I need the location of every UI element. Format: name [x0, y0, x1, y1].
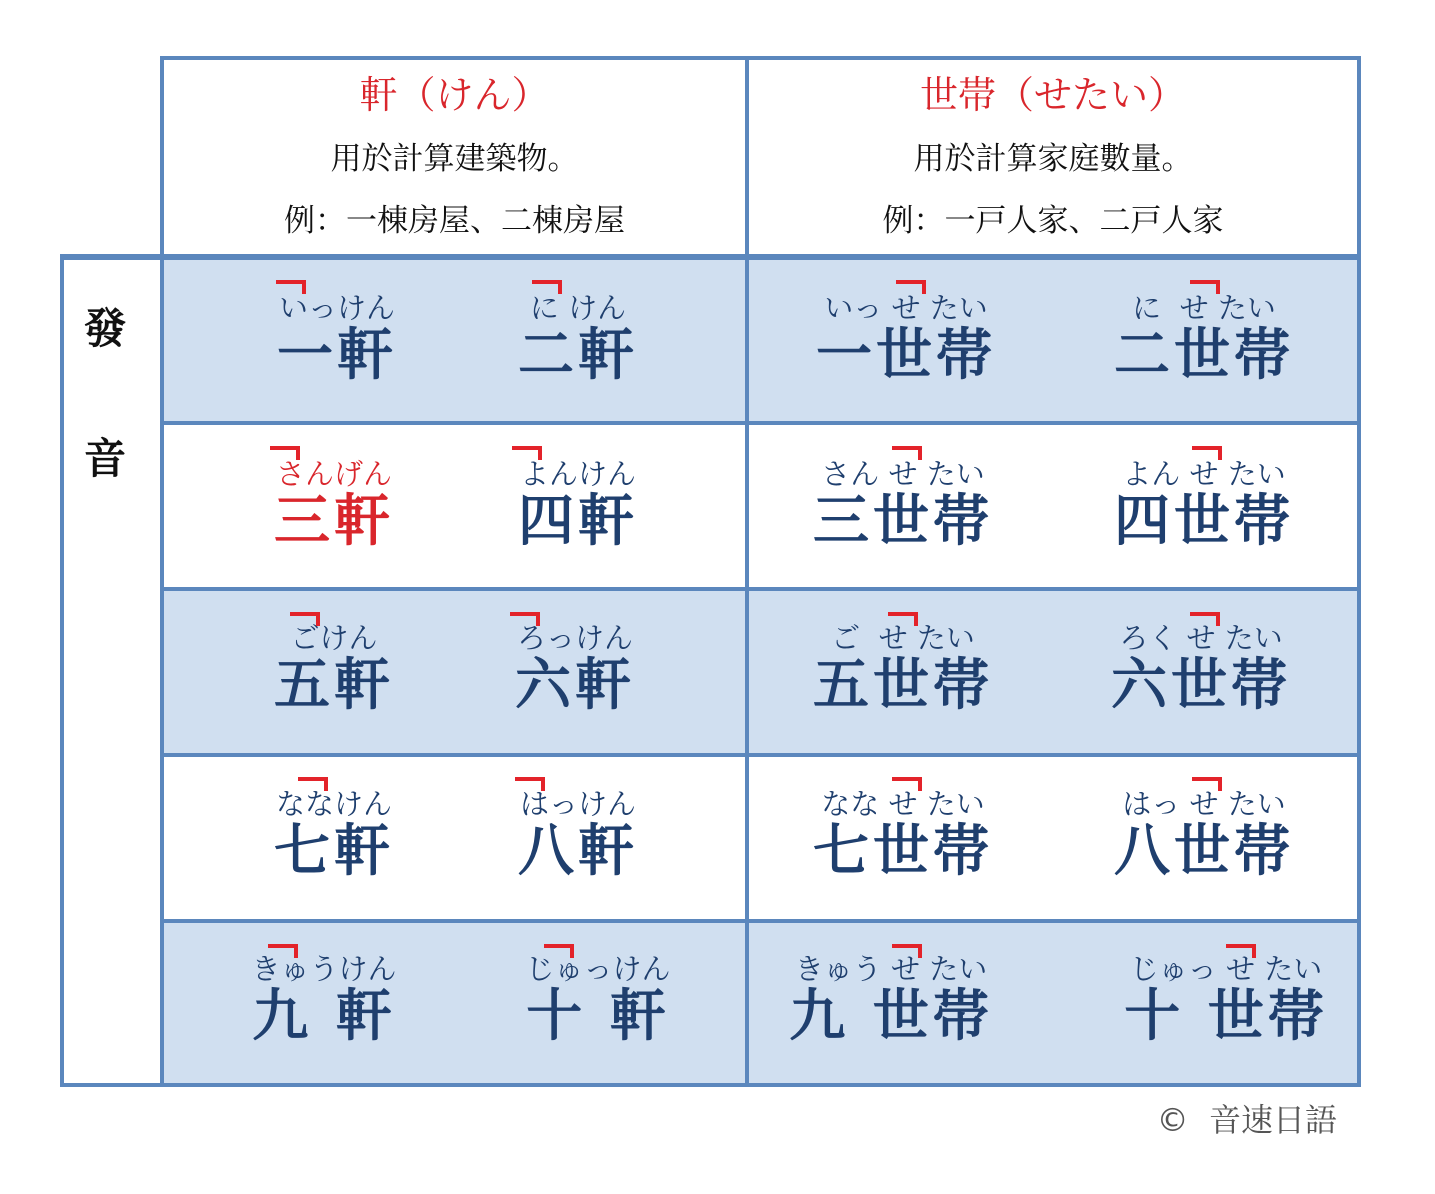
counter-word: 四世帯 [1114, 489, 1294, 554]
reading: に けん [529, 291, 627, 325]
counter-word: 九 軒 [252, 984, 396, 1049]
counter-word: 六世帯 [1111, 653, 1291, 718]
counter-word: 十 世帯 [1124, 984, 1328, 1049]
pitch-accent-mark [892, 446, 922, 460]
pitch-accent-mark [270, 446, 300, 460]
reading: はっ せ たい [1122, 787, 1286, 821]
pitch-accent-mark [1192, 777, 1222, 791]
header-setai-example: 例：一戸人家、二戸人家 [882, 203, 1224, 239]
header-ken-description: 用於計算建築物。 [330, 141, 579, 177]
counter-word: 五世帯 [813, 653, 993, 718]
reading: ろく せ たい [1119, 621, 1283, 655]
reading: ご せ たい [831, 621, 975, 655]
grid-line-bottom [60, 1083, 1361, 1087]
grid-line-row-1 [160, 421, 1361, 425]
pitch-accent-mark [298, 777, 328, 791]
counter-word: 十 軒 [526, 984, 670, 1049]
copyright-notice: © 音速日語 [1156, 1101, 1337, 1139]
reading: いっ せ たい [824, 291, 988, 325]
counter-word: 八軒 [518, 819, 638, 884]
side-label-bottom: 音 [83, 434, 126, 483]
grid-line-left-outer [60, 254, 64, 1087]
pitch-accent-mark [1190, 280, 1220, 294]
grid-line-right [1357, 56, 1361, 1087]
pitch-accent-mark [268, 944, 298, 958]
counter-word: 七軒 [274, 819, 394, 884]
counter-word: 八世帯 [1114, 819, 1294, 884]
header-ken-title: 軒（けん） [359, 73, 550, 117]
counter-word: 六軒 [515, 653, 635, 718]
reading: きゅうけん [251, 952, 397, 986]
counter-word: 一軒 [277, 323, 397, 388]
counter-word: 三世帯 [813, 489, 993, 554]
header-setai [749, 60, 1357, 254]
pitch-accent-mark [1192, 446, 1222, 460]
reading: よん せ たい [1122, 457, 1286, 491]
reading: ななけん [275, 787, 393, 821]
pitch-accent-mark [896, 280, 926, 294]
reading: じゅっ せ たい [1129, 952, 1323, 986]
pitch-accent-mark [544, 944, 574, 958]
pitch-accent-mark [510, 612, 540, 626]
grid-line-row-2 [160, 587, 1361, 591]
pitch-accent-mark [892, 944, 922, 958]
counter-word: 二軒 [518, 323, 638, 388]
header-ken-example: 例：一棟房屋、二棟房屋 [284, 203, 625, 239]
pitch-accent-mark [1226, 944, 1256, 958]
reading: に せ たい [1132, 291, 1276, 325]
reading: いっけん [278, 291, 396, 325]
reading: さん せ たい [821, 457, 985, 491]
reading: ごけん [290, 621, 378, 655]
reading: じゅっけん [525, 952, 671, 986]
pitch-accent-mark [1190, 612, 1220, 626]
pitch-accent-mark [888, 612, 918, 626]
counter-word: 九 世帯 [789, 984, 993, 1049]
counter-word: 二世帯 [1114, 323, 1294, 388]
counter-word: 一世帯 [816, 323, 996, 388]
reading: なな せ たい [821, 787, 985, 821]
reading: よんけん [519, 457, 637, 491]
reading: きゅう せ たい [794, 952, 988, 986]
header-setai-title: 世帯（せたい） [919, 73, 1186, 117]
counter-word: 四軒 [518, 489, 638, 554]
counter-word: 五軒 [274, 653, 394, 718]
header-ken [164, 60, 745, 254]
reading: ろっけん [516, 621, 634, 655]
counter-word: 三軒 [274, 489, 394, 554]
counter-word: 七世帯 [813, 819, 993, 884]
reading: さんげん [275, 457, 393, 491]
grid-line-header-bottom [60, 254, 1361, 260]
pitch-accent-mark [512, 446, 542, 460]
header-setai-description: 用於計算家庭數量。 [913, 141, 1193, 177]
pitch-accent-mark [276, 280, 306, 294]
reading: はっけん [519, 787, 637, 821]
pitch-accent-mark [892, 777, 922, 791]
side-label-top: 發 [83, 304, 126, 353]
grid-line-row-3 [160, 753, 1361, 757]
pitch-accent-mark [532, 280, 562, 294]
grid-line-row-4 [160, 919, 1361, 923]
pitch-accent-mark [515, 777, 545, 791]
pitch-accent-mark [290, 612, 320, 626]
